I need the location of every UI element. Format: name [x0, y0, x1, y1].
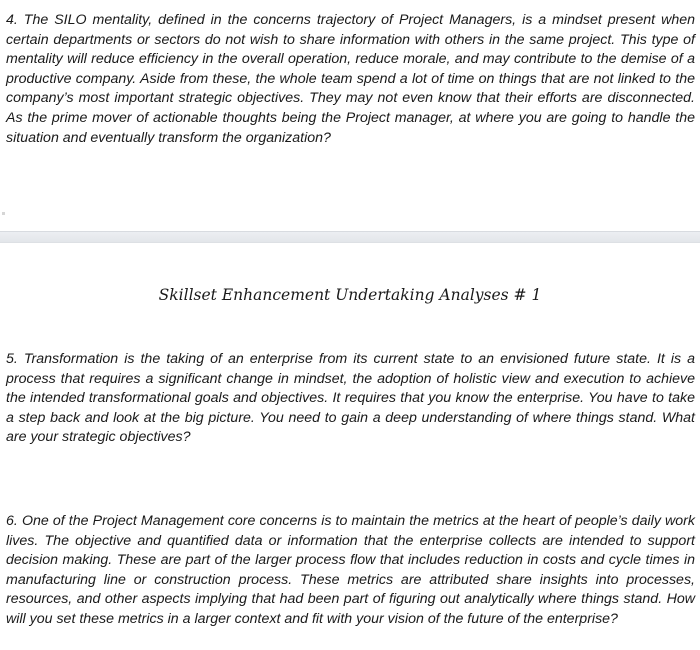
section-title: Skillset Enhancement Undertaking Analyses # 1	[158, 286, 542, 304]
question-4-text: 4. The SILO mentality, defined in the concerns trajectory of Project Managers, is a mindset present when certain departments or sectors do not wish to share information with others in the same project. This type of mentality will reduce efficiency in the overall operation, reduce morale, and may contribute to the demise of a productive company. Aside from these, the whole team spend a lot of time on things that are not linked to the company’s most important strategic objectives. They may not even know that their efforts are disconnected. As the prime mover of actionable thoughts being the Project manager, at where you are going to handle the situation and eventually transform the organization?	[6, 12, 695, 146]
page-divider	[0, 231, 700, 243]
question-5-text: 5. Transformation is the taking of an enterprise from its current state to an envisioned future state. It is a process that requires a significant change in mindset, the adoption of holistic view and execution to achieve the intended transformational goals and objectives. It requires that you know the enterprise. You have to take a step back and look at the big picture. You need to gain a deep understanding of where things stand. What are your strategic objectives?	[6, 351, 695, 446]
question-6-text: 6. One of the Project Management core concerns is to maintain the metrics at the heart of people’s daily work lives. The objective and quantified data or information that the enterprise collects are intended to support decision making. These are part of the larger process flow that includes reduction in costs and cycle times in manufacturing line or construction process. These metrics are attributed share insights into processes, resources, and other aspects implying that had been part of figuring out analytically where things stand. How will you set these metrics in a larger context and fit with your vision of the future of the enterprise?	[6, 513, 695, 627]
page-edge-mark	[2, 212, 5, 215]
